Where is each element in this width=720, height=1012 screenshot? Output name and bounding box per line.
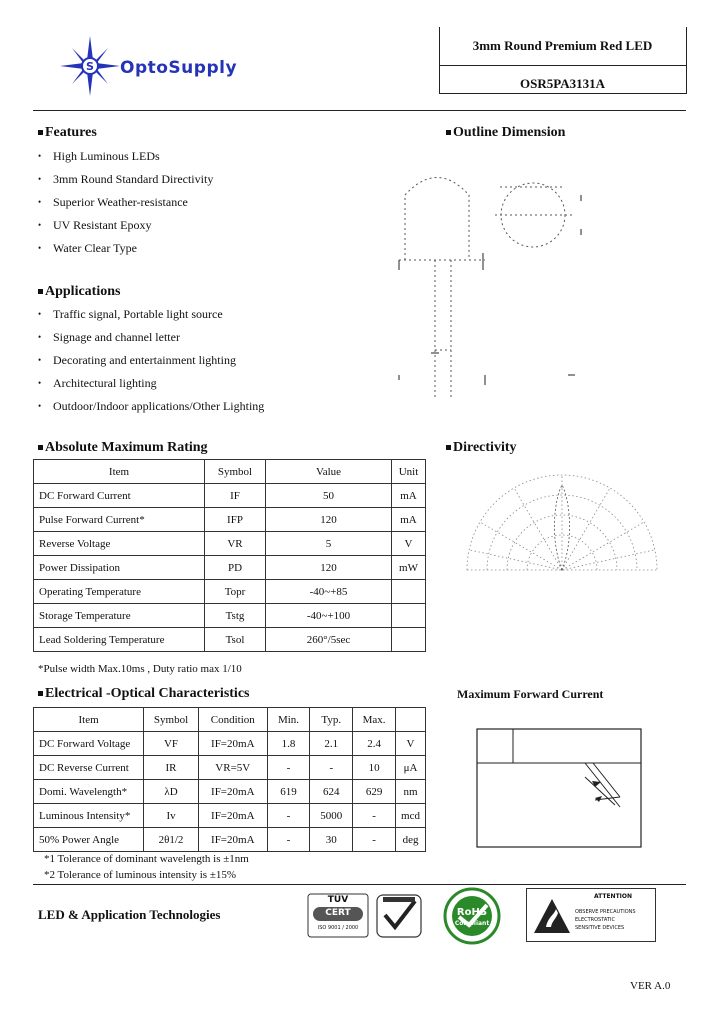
column-header: Max. xyxy=(353,708,396,732)
attention-title: ATTENTION xyxy=(593,893,633,900)
cell: IR xyxy=(144,756,199,780)
cell: 120 xyxy=(266,508,392,532)
column-header: Min. xyxy=(267,708,310,732)
cell: 260°/5sec xyxy=(266,628,392,652)
cell: 50% Power Angle xyxy=(34,828,144,852)
list-item: • Decorating and entertainment lighting xyxy=(38,349,264,372)
tuv-badge-mid: CERT xyxy=(325,908,351,918)
cell: Reverse Voltage xyxy=(34,532,205,556)
rohs-label: RoHS xyxy=(456,907,488,918)
brand-name: OptoSupply xyxy=(120,58,238,78)
optosupply-logo-icon xyxy=(58,36,122,96)
table-header-row xyxy=(34,708,426,732)
cell: deg xyxy=(396,828,426,852)
cell: mcd xyxy=(396,804,426,828)
cell: DC Forward Voltage xyxy=(34,732,144,756)
outline-drawing xyxy=(395,165,595,405)
cell: 2θ1/2 xyxy=(144,828,199,852)
electro-optical-table xyxy=(33,707,426,852)
column-header: Typ. xyxy=(310,708,353,732)
version-label: VER A.0 xyxy=(630,980,671,992)
table-row xyxy=(34,732,426,756)
cell: 50 xyxy=(266,484,392,508)
features-list xyxy=(38,145,213,260)
list-item: • Traffic signal, Portable light source xyxy=(38,303,264,326)
list-item: • 3mm Round Standard Directivity xyxy=(38,168,213,191)
table-row xyxy=(34,604,426,628)
column-header: Symbol xyxy=(144,708,199,732)
cell: λD xyxy=(144,780,199,804)
cell: 120 xyxy=(266,556,392,580)
list-item: • Outdoor/Indoor applications/Other Lighting xyxy=(38,395,264,418)
list-item: • Water Clear Type xyxy=(38,237,213,260)
cell: 624 xyxy=(310,780,353,804)
list-item: • Signage and channel letter xyxy=(38,326,264,349)
cell: DC Reverse Current xyxy=(34,756,144,780)
table-row xyxy=(34,804,426,828)
outline-heading: Outline Dimension xyxy=(446,125,565,141)
cell: Tsol xyxy=(205,628,266,652)
column-header: Condition xyxy=(198,708,267,732)
directivity-heading: Directivity xyxy=(446,440,517,456)
cell: mA xyxy=(392,508,426,532)
cell: Power Dissipation xyxy=(34,556,205,580)
cell: - xyxy=(353,828,396,852)
cell: Iv xyxy=(144,804,199,828)
cell: VF xyxy=(144,732,199,756)
cell: Tstg xyxy=(205,604,266,628)
cell: 10 xyxy=(353,756,396,780)
cell xyxy=(392,580,426,604)
cell: - xyxy=(310,756,353,780)
cell: 2.4 xyxy=(353,732,396,756)
table-row xyxy=(34,508,426,532)
attention-line-3: SENSITIVE DEVICES xyxy=(575,925,625,931)
cell: - xyxy=(353,804,396,828)
svg-text:S: S xyxy=(86,60,94,73)
absolute-max-heading: Absolute Maximum Rating xyxy=(38,440,208,456)
cell: mA xyxy=(392,484,426,508)
table-header-row xyxy=(34,460,426,484)
absolute-max-table xyxy=(33,459,426,652)
certified-check-badge-icon xyxy=(375,893,423,939)
product-title: 3mm Round Premium Red LED xyxy=(472,38,653,53)
table-row xyxy=(34,580,426,604)
header-rule xyxy=(33,110,686,111)
list-item: • Superior Weather-resistance xyxy=(38,191,213,214)
cell: V xyxy=(392,532,426,556)
cell: VR=5V xyxy=(198,756,267,780)
list-item: • UV Resistant Epoxy xyxy=(38,214,213,237)
esd-warning-icon xyxy=(532,897,572,935)
cell: - xyxy=(267,756,310,780)
cell: Operating Temperature xyxy=(34,580,205,604)
rohs-badge xyxy=(437,887,507,945)
cell: DC Forward Current xyxy=(34,484,205,508)
title-divider xyxy=(439,65,686,66)
cell: -40~+85 xyxy=(266,580,392,604)
esd-attention-badge xyxy=(526,888,656,942)
cell: V xyxy=(396,732,426,756)
cell: Domi. Wavelength* xyxy=(34,780,144,804)
list-item: • Architectural lighting xyxy=(38,372,264,395)
cell: - xyxy=(267,804,310,828)
cell: IFP xyxy=(205,508,266,532)
cell: VR xyxy=(205,532,266,556)
features-heading: Features xyxy=(38,125,97,141)
cell: PD xyxy=(205,556,266,580)
attention-line-2: ELECTROSTATIC xyxy=(575,917,615,923)
table-row xyxy=(34,780,426,804)
table-row xyxy=(34,556,426,580)
cell: 629 xyxy=(353,780,396,804)
cell: mW xyxy=(392,556,426,580)
cell: Luminous Intensity* xyxy=(34,804,144,828)
cell: IF=20mA xyxy=(198,804,267,828)
cell: nm xyxy=(396,780,426,804)
cell xyxy=(392,604,426,628)
table-row xyxy=(34,484,426,508)
applications-list xyxy=(38,303,264,418)
cell: 2.1 xyxy=(310,732,353,756)
company-tagline: LED & Application Technologies xyxy=(38,907,221,922)
cell: - xyxy=(267,828,310,852)
cell: 5000 xyxy=(310,804,353,828)
absolute-max-note: *Pulse width Max.10ms , Duty ratio max 1/10 xyxy=(38,663,242,675)
cell: 1.8 xyxy=(267,732,310,756)
rohs-sub-label: Compliant xyxy=(454,920,490,927)
cell: IF=20mA xyxy=(198,828,267,852)
cell: Pulse Forward Current* xyxy=(34,508,205,532)
cell: 619 xyxy=(267,780,310,804)
tuv-cert-badge xyxy=(307,893,369,938)
part-number: OSR5PA3131A xyxy=(520,76,605,91)
table-row xyxy=(34,628,426,652)
cell: IF=20mA xyxy=(198,780,267,804)
column-header: Value xyxy=(266,460,392,484)
cell xyxy=(392,628,426,652)
electro-note-2: *2 Tolerance of luminous intensity is ±15% xyxy=(44,869,237,881)
cell: Lead Soldering Temperature xyxy=(34,628,205,652)
column-header: Item xyxy=(34,460,205,484)
column-header xyxy=(396,708,426,732)
max-current-graph xyxy=(475,725,643,851)
footer-rule xyxy=(33,884,686,885)
electro-optical-heading: Electrical -Optical Characteristics xyxy=(38,686,249,702)
attention-line-1: OBSERVE PRECAUTIONS xyxy=(575,909,636,915)
tuv-badge-bottom: ISO 9001 / 2000 xyxy=(317,925,359,931)
table-row xyxy=(34,532,426,556)
column-header: Unit xyxy=(392,460,426,484)
max-current-heading: Maximum Forward Current xyxy=(457,687,604,701)
tuv-badge-top: TÜV xyxy=(327,895,349,905)
table-row xyxy=(34,756,426,780)
cell: IF=20mA xyxy=(198,732,267,756)
table-row xyxy=(34,828,426,852)
cell: μA xyxy=(396,756,426,780)
cell: 30 xyxy=(310,828,353,852)
cell: 5 xyxy=(266,532,392,556)
cell: Topr xyxy=(205,580,266,604)
cell: Storage Temperature xyxy=(34,604,205,628)
cell: IF xyxy=(205,484,266,508)
cell: -40~+100 xyxy=(266,604,392,628)
list-item: • High Luminous LEDs xyxy=(38,145,213,168)
directivity-diagram xyxy=(462,470,662,580)
electro-note-1: *1 Tolerance of dominant wavelength is ±1nm xyxy=(44,853,249,865)
column-header: Item xyxy=(34,708,144,732)
column-header: Symbol xyxy=(205,460,266,484)
applications-heading: Applications xyxy=(38,284,120,300)
